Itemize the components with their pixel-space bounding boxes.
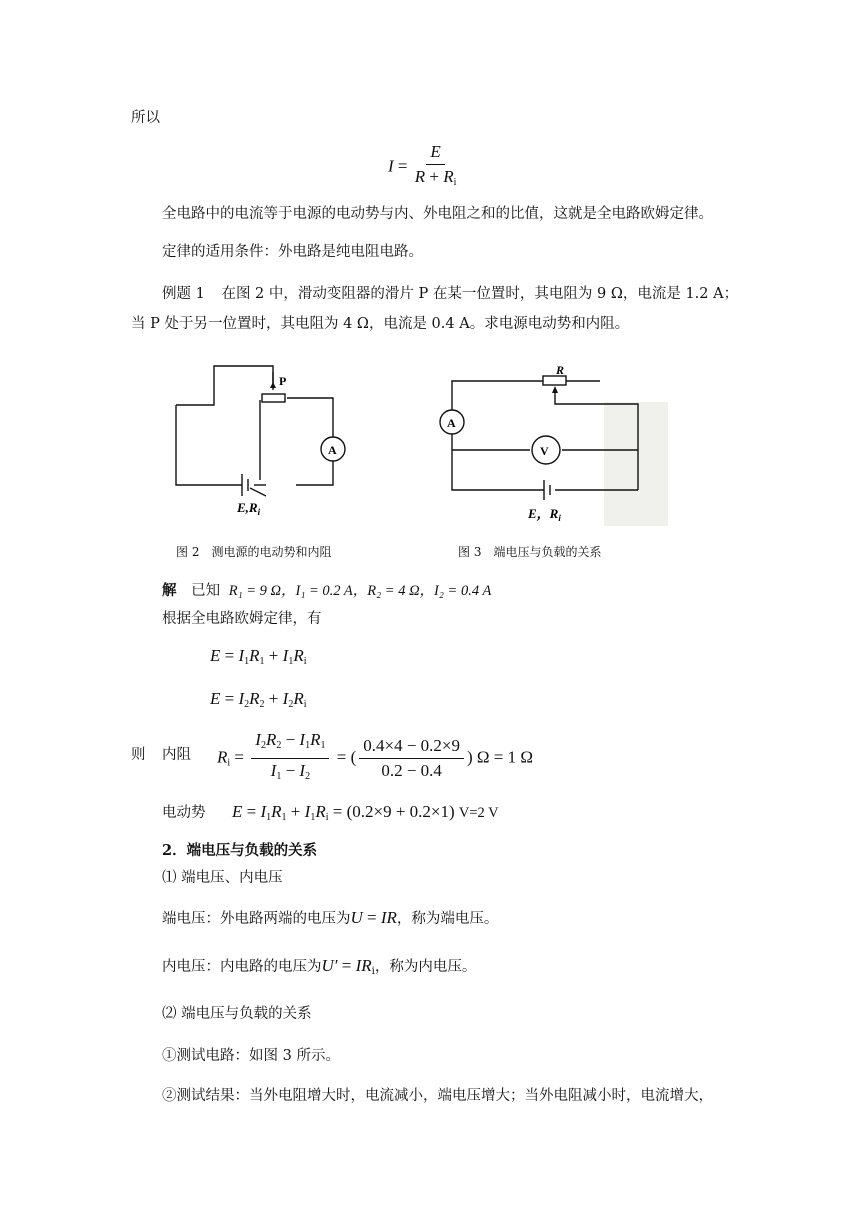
known-values: R₁ = 9 Ω，I₁ = 0.2 A，R₂ = 4 Ω，I₂ = 0.4 A — [228, 583, 492, 599]
solution-label: 解 — [162, 582, 177, 599]
figure-3-circuit — [432, 362, 672, 527]
equation-1: $E = I_1R_1 + I_1R_i$ — [210, 646, 307, 667]
figure-2-circuit — [168, 360, 368, 525]
known-label: 已知 — [191, 583, 221, 599]
rheostat-symbol — [262, 394, 285, 402]
so-text: 所以 — [131, 110, 160, 126]
by-law-text: 根据全电路欧姆定律，有 — [162, 611, 322, 627]
example-text-1: 在图 2 中，滑动变阻器的滑片 P 在某一位置时，其电阻为 9 Ω，电流是 1.2 A； — [221, 286, 739, 302]
internal-resistance-formula: $R_i$ = $\frac{I_2R_2 - I_1R_1}{I_1 - I_2}$ = ( $\frac{0.4\times 4 - 0.2\times 9}{0.2 - 0.4}$ ) Ω = 1 Ω — [217, 730, 534, 782]
rheostat-label: R — [556, 363, 565, 377]
solution-known-line — [162, 581, 491, 601]
subsection-1-title: ⑴ 端电压、内电压 — [162, 870, 283, 886]
subsection-2-title: ⑵ 端电压与负载的关系 — [162, 1006, 312, 1022]
equation-2: $E = I_2R_2 + I_2R_i$ — [210, 689, 307, 710]
internal-voltage-line: 内电压：内电路的电压为$U' = IR_i$，称为内电压。 — [162, 956, 477, 977]
example-line-2: 当 P 处于另一位置时，其电阻为 4 Ω，电流是 0.4 A。求电源电动势和内阻。 — [131, 316, 630, 332]
example-label: 例题 1 — [162, 286, 205, 302]
test-result-item: ②测试结果：当外电阻增大时，电流减小，端电压增大；当外电阻减小时，电流增大， — [162, 1088, 713, 1104]
law-condition: 定律的适用条件：外电路是纯电阻电路。 — [162, 244, 423, 260]
law-statement: 全电路中的电流等于电源的电动势与内、外电阻之和的比值，这就是全电路欧姆定律。 — [162, 206, 713, 222]
example-line-1 — [162, 284, 738, 304]
ammeter-label: A — [328, 443, 337, 457]
figure-2-caption: 图 2 测电源的电动势和内阻 — [176, 545, 332, 559]
emf-label: 电动势 — [162, 805, 206, 821]
source-label: $E,R_i$ — [237, 500, 261, 517]
then-label: 则 — [131, 747, 146, 763]
slider-label: P — [279, 374, 287, 388]
internal-resistance-label: 内阻 — [162, 747, 191, 763]
ammeter-label: A — [447, 416, 456, 430]
ohm-law-formula: I = $\frac{E}{R + R_i}$ — [388, 142, 457, 188]
terminal-voltage-line: 端电压：外电路两端的电压为U = IR，称为端电压。 — [162, 908, 499, 927]
source-label: E，$R_i$ — [528, 506, 561, 523]
emf-formula: $E = I_1R_1 + I_1R_i = (0.2\times 9 + 0.2\times 1)$ V=2 V — [232, 802, 499, 823]
voltmeter-label: V — [540, 444, 549, 458]
section-2-title: 2．端电压与负载的关系 — [162, 842, 318, 859]
test-circuit-item: ①测试电路：如图 3 所示。 — [162, 1048, 340, 1064]
rheostat-r-symbol — [543, 376, 566, 385]
figure-3-caption: 图 3 端电压与负载的关系 — [458, 545, 602, 559]
